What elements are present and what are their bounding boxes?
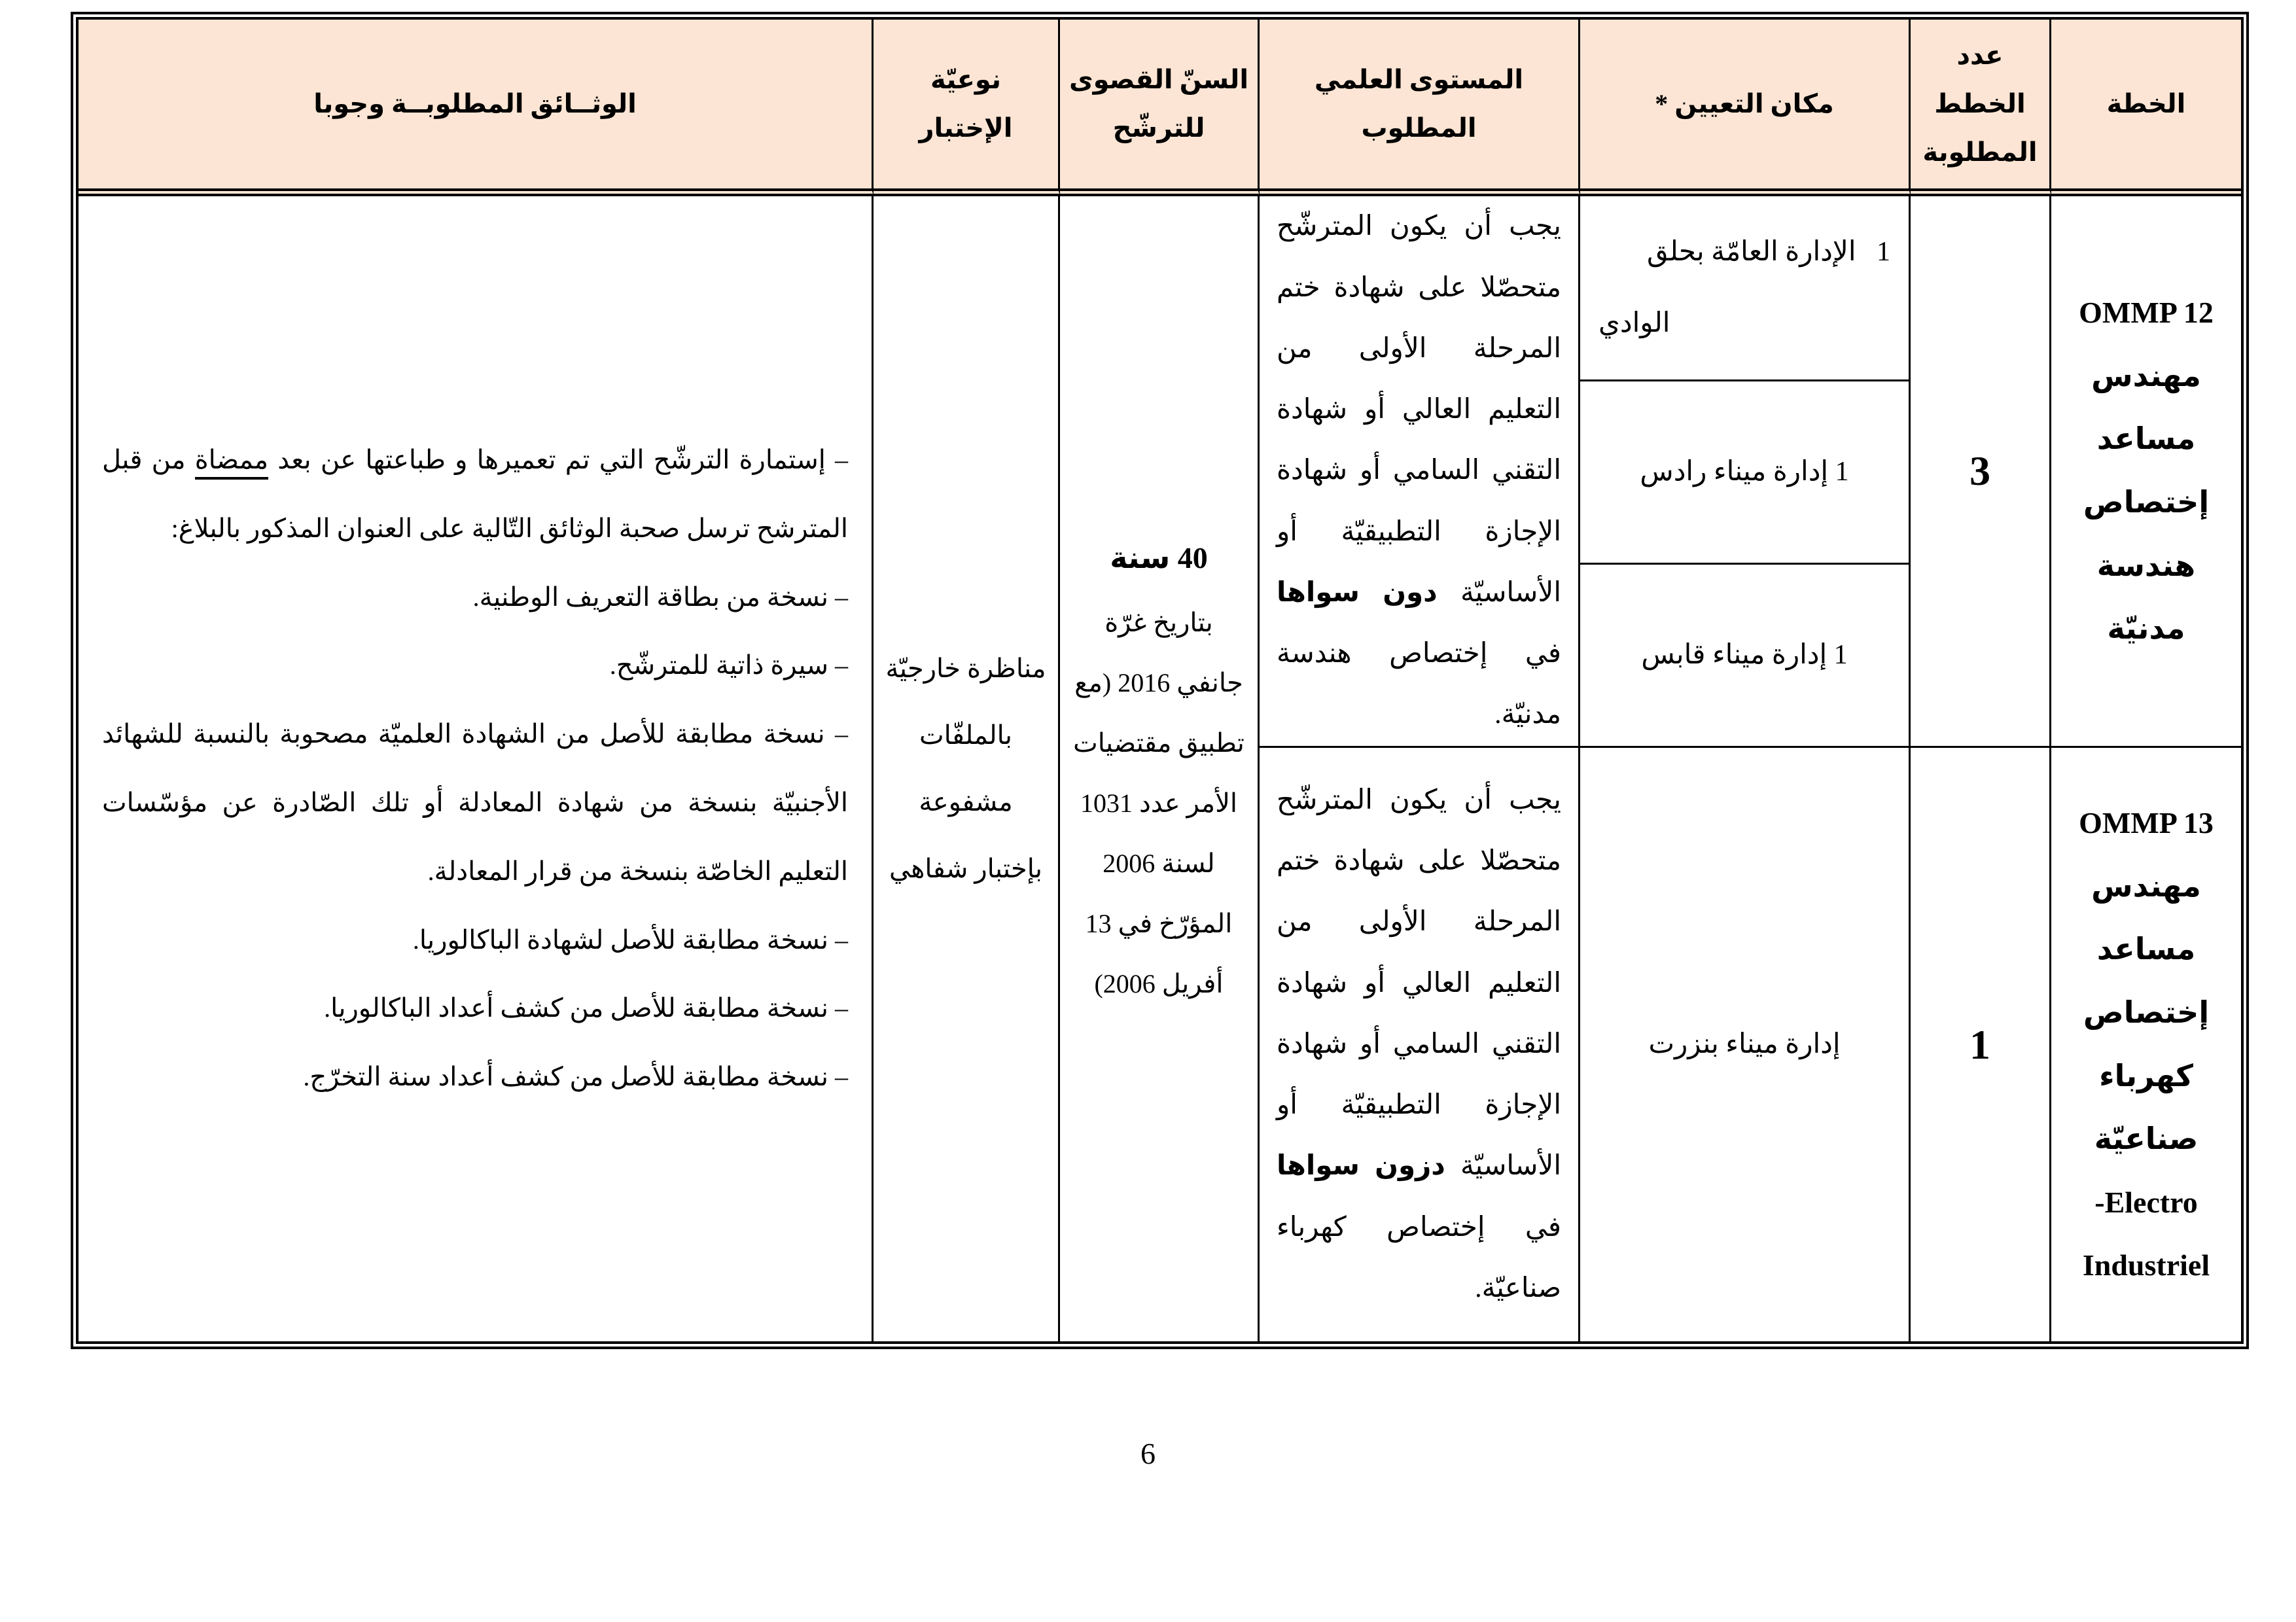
count-cell-row1 <box>1911 196 2051 746</box>
header-cell-plan <box>2051 20 2241 196</box>
level-row2-text: يجب أن يكون المترشّح متحصّلا على شهادة ختم المرحلة الأولى من التعليم العالي أو شهادة التقني السامي أو شهادة الإجازة التطبيقيّة أو الأساسيّة <box>1277 785 1562 1182</box>
level-cell-row2 <box>1260 746 1580 1341</box>
recruitment-table <box>71 12 2249 1349</box>
place-gabes-label: 1 إدارة ميناء قابس <box>1641 639 1848 670</box>
header-cell-count <box>1911 20 2051 196</box>
level-row1-bold: دون سواها <box>1277 577 1438 608</box>
age-limit-value: 40 سنة <box>1110 541 1208 575</box>
header-place-label: مكان التعيين * <box>1655 89 1834 118</box>
docs-cell <box>79 196 874 1341</box>
doc-items-list: – نسخة من بطاقة التعريف الوطنية. – سيرة ذاتية للمترشّح. – نسخة مطابقة للأصل من الشهادة العلميّة مصحوبة بالنسبة للشهائد الأجنبيّة بنسخة من شهادة المعادلة أو تلك الصّادرة عن مؤسّسات التعليم الخاصّة بنسخة من قرار المعادلة. – نسخة مطابقة للأصل لشهادة الباكالوريا. – نسخة مطابقة للأصل من كشف أعداد الباكالوريا. – نسخة مطابقة للأصل من كشف أعداد سنة التخرّج. <box>102 582 848 1092</box>
count-value-row1: 3 <box>1969 448 1990 494</box>
place-line-1: 1 الإدارة العامّة بحلق <box>1646 236 1890 267</box>
place-cell-bizerte <box>1580 746 1911 1341</box>
doc-item1-tail: من قبل المترشح ترسل صحبة الوثائق التّالية على العنوان المذكور بالبلاغ: <box>102 445 848 543</box>
place-cell-gabes <box>1580 563 1911 746</box>
plan-cell-ommp13: OMMP 13 مهندس مساعد إختصاص كهرباء صناعيّة Electro- Industriel <box>2051 746 2241 1341</box>
header-level-label: المستوى العلمي المطلوب <box>1314 65 1524 143</box>
level-row2-bold: دزون سواها <box>1277 1151 1445 1182</box>
age-cell <box>1060 196 1260 1341</box>
count-cell-row2 <box>1911 746 2051 1341</box>
place-line-2: الوادي <box>1598 308 1670 338</box>
count-value-row2: 1 <box>1969 1021 1990 1068</box>
place-cell-halq-el-oued <box>1580 196 1911 379</box>
header-cell-test <box>874 20 1060 196</box>
header-plan-label: الخطة <box>2106 89 2186 118</box>
level-row1-tail: في إختصاص هندسة مدنيّة. <box>1277 639 1561 730</box>
test-cell <box>874 196 1060 1341</box>
doc-item1-text: – إستمارة الترشّح التي تم تعميرها و طباعتها عن بعد <box>268 445 849 475</box>
place-bizerte-label: إدارة ميناء بنزرت <box>1648 1029 1841 1059</box>
place-rades-label: 1 إدارة ميناء رادس <box>1640 456 1849 487</box>
header-cell-docs <box>79 20 874 196</box>
test-type-label: مناظرة خارجيّة بالملفّات مشفوعة بإختبار شفاهي <box>885 654 1046 883</box>
doc-item-application-form <box>102 426 848 563</box>
level-row1-text: يجب أن يكون المترشّح متحصّلا على شهادة ختم المرحلة الأولى من التعليم العالي أو شهادة التقني السامي أو شهادة الإجازة التطبيقيّة أو الأساسيّة <box>1277 211 1561 608</box>
level-row2-tail: في إختصاص كهرباء صناعيّة. <box>1277 1212 1561 1303</box>
doc-item1-underlined-word: ممضاة <box>195 445 268 480</box>
header-cell-place <box>1580 20 1911 196</box>
header-cell-age <box>1060 20 1260 196</box>
plan-cell-ommp12: OMMP 12 مهندس مساعد إختصاص هندسة مدنيّة <box>2079 296 2214 646</box>
header-cell-level <box>1260 20 1580 196</box>
age-limit-details: بتاريخ غرّة جانفي 2016 (مع تطبيق مقتضيات الأمر عدد 1031 لسنة 2006 المؤرّخ في 13 أفريل 2006) <box>1073 607 1245 998</box>
header-docs-label: الوثــائق المطلوبــة وجوبا <box>313 89 637 118</box>
level-cell-row1 <box>1260 196 1580 746</box>
page-number: 6 <box>1140 1437 1156 1470</box>
header-age-label: السنّ القصوى للترشّح <box>1069 65 1249 143</box>
header-count-label: عدد الخطط المطلوبة <box>1922 41 2038 167</box>
header-test-label: نوعيّة الإختبار <box>919 65 1013 143</box>
place-cell-rades <box>1580 379 1911 563</box>
